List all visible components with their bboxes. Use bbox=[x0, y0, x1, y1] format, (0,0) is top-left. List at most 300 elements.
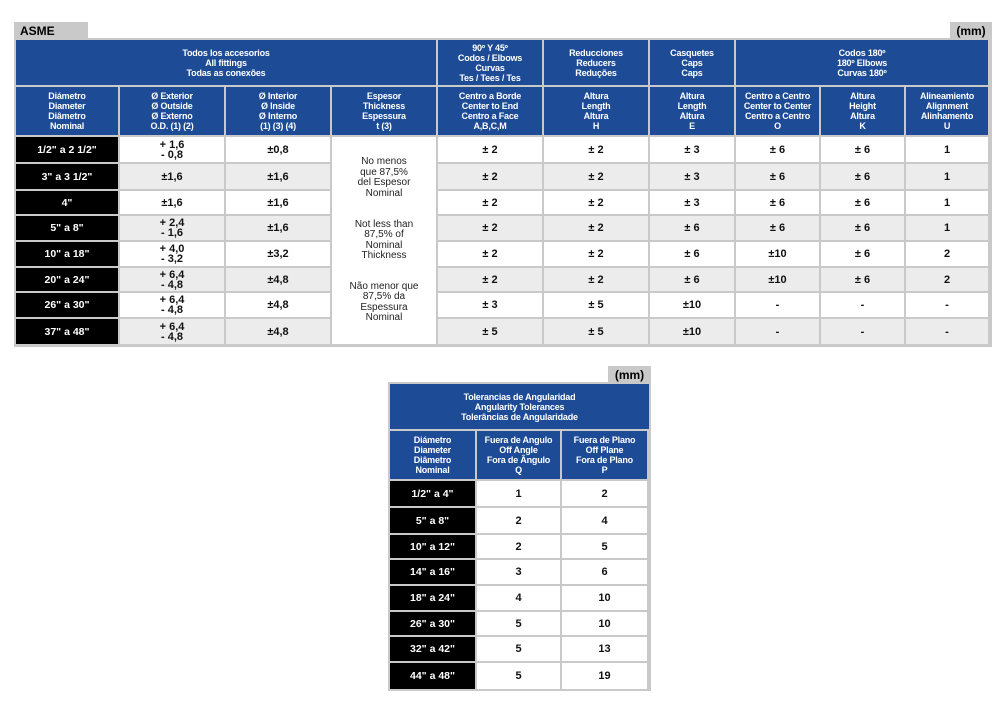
text-line: All fittings bbox=[205, 57, 247, 68]
text-line: Diameter bbox=[48, 101, 86, 111]
text-line: - 4,8 bbox=[160, 304, 183, 316]
value-cell-k bbox=[821, 242, 904, 266]
text-line: Diameter bbox=[414, 445, 451, 455]
cell-value: ±1,6 bbox=[267, 222, 289, 234]
text-line: - 4,8 bbox=[160, 330, 183, 343]
value-cell-o bbox=[736, 268, 819, 291]
text-line: Alinhamento bbox=[920, 111, 974, 121]
text-line: Centro a Centro bbox=[744, 91, 810, 101]
cell-value: 32" a 42" bbox=[410, 643, 455, 655]
text-line: Thickness bbox=[362, 101, 406, 111]
cell-value: 2 bbox=[943, 273, 951, 286]
cell-value: ± 2 bbox=[482, 273, 498, 286]
value-cell-id bbox=[226, 242, 330, 266]
value-cell-od bbox=[120, 216, 224, 240]
text-line: Curvas bbox=[475, 62, 505, 73]
cell-value: ± 3 bbox=[684, 143, 700, 156]
text-line: Centro a Borde bbox=[458, 91, 522, 101]
cell-value: ±3,2 bbox=[267, 248, 289, 260]
value-cell-k bbox=[821, 293, 904, 317]
text-line: Diámetro bbox=[48, 91, 86, 101]
cell-value: ± 5 bbox=[588, 325, 604, 338]
text-line: Altura bbox=[583, 111, 609, 121]
value-cell-e bbox=[650, 216, 734, 240]
column-header bbox=[736, 87, 819, 135]
nominal-diameter-cell bbox=[16, 137, 118, 162]
nominal-diameter-cell bbox=[16, 268, 118, 291]
text-line: Caps bbox=[681, 67, 703, 78]
value-cell-h bbox=[544, 137, 648, 162]
value-cell-o bbox=[736, 216, 819, 240]
value-cell-h bbox=[544, 216, 648, 240]
text-line: Diâmetro bbox=[413, 455, 452, 465]
group-header bbox=[736, 40, 988, 85]
cell-value: ± 6 bbox=[769, 170, 786, 183]
text-line: t (3) bbox=[376, 121, 392, 131]
value-cell-e bbox=[650, 319, 734, 344]
cell-value: ±1,6 bbox=[267, 196, 289, 209]
nominal-diameter-cell bbox=[390, 535, 475, 558]
column-header bbox=[650, 87, 734, 135]
value-cell-abcm bbox=[438, 293, 542, 317]
text-line: O bbox=[774, 121, 781, 131]
text-line: Nominal bbox=[49, 121, 85, 131]
text-line: 90º Y 45º bbox=[472, 42, 508, 53]
text-line: Curvas 180º bbox=[837, 67, 887, 78]
text-line: Off Plane bbox=[585, 445, 624, 455]
text-line: O.D. (1) (2) bbox=[150, 121, 194, 131]
text-line: H bbox=[592, 121, 600, 131]
cell-value: 2 bbox=[515, 514, 522, 527]
value-cell-u bbox=[906, 268, 988, 291]
value-cell-abcm bbox=[438, 242, 542, 266]
text-line: Alignment bbox=[925, 101, 969, 111]
text-line: (1) (3) (4) bbox=[260, 121, 296, 131]
nominal-diameter-cell bbox=[16, 319, 118, 344]
cell-value: ± 3 bbox=[684, 196, 700, 209]
cell-value: 20" a 24" bbox=[44, 273, 90, 286]
text-line: Espesor bbox=[366, 91, 402, 101]
off-plane-cell bbox=[562, 508, 647, 533]
cell-value: 1 bbox=[943, 170, 951, 183]
tolerance-table bbox=[14, 38, 992, 347]
off-plane-cell bbox=[562, 586, 647, 610]
off-angle-cell bbox=[477, 535, 560, 558]
value-cell-od bbox=[120, 268, 224, 291]
column-header bbox=[438, 87, 542, 135]
text-line: Off Angle bbox=[499, 445, 538, 455]
cell-value: 18" a 24" bbox=[410, 592, 455, 604]
cell-value: ±0,8 bbox=[267, 143, 289, 156]
value-cell-u bbox=[906, 137, 988, 162]
cell-value: ± 3 bbox=[482, 299, 498, 311]
column-header bbox=[226, 87, 330, 135]
cell-value: 26" a 30" bbox=[44, 299, 90, 311]
cell-value: ± 6 bbox=[854, 143, 871, 156]
text-line: Codos 180º bbox=[838, 47, 886, 58]
group-header bbox=[544, 40, 648, 85]
cell-value: ±10 bbox=[768, 273, 787, 286]
text-line: Alineamiento bbox=[919, 91, 975, 101]
cell-value: 1/2" a 2 1/2" bbox=[37, 143, 97, 156]
value-cell-o bbox=[736, 137, 819, 162]
text-line: Angularity Tolerances bbox=[474, 401, 565, 412]
cell-value: ± 2 bbox=[588, 196, 604, 209]
value-cell-abcm bbox=[438, 268, 542, 291]
cell-value: ±10 bbox=[682, 299, 702, 311]
value-cell-o bbox=[736, 191, 819, 214]
column-header bbox=[906, 87, 988, 135]
cell-value: ± 6 bbox=[769, 196, 786, 209]
text-line: Reducciones bbox=[569, 47, 623, 58]
value-cell-abcm bbox=[438, 137, 542, 162]
value-cell-k bbox=[821, 191, 904, 214]
text-line: + 2,4 bbox=[159, 217, 185, 229]
cell-value: ± 6 bbox=[769, 222, 786, 234]
text-line: Center to Center bbox=[743, 101, 812, 111]
cell-value: 1 bbox=[943, 196, 951, 209]
cell-value: - bbox=[945, 325, 949, 338]
nominal-diameter-cell bbox=[390, 560, 475, 584]
value-cell-h bbox=[544, 293, 648, 317]
text-line: Ø Outside bbox=[151, 101, 193, 111]
text-line: Diámetro bbox=[413, 435, 452, 445]
cell-value: 5 bbox=[515, 643, 522, 655]
unit-label: (mm) bbox=[950, 22, 992, 40]
value-cell-od bbox=[120, 242, 224, 266]
cell-value: ± 2 bbox=[482, 196, 498, 209]
cell-value: - bbox=[860, 299, 865, 311]
value-cell-e bbox=[650, 164, 734, 189]
text-line: Tolerancias de Angularidad bbox=[463, 391, 576, 402]
cell-value: ± 6 bbox=[684, 248, 700, 260]
text-line: - 4,8 bbox=[160, 278, 183, 291]
cell-value: ± 6 bbox=[854, 170, 871, 183]
value-cell-id bbox=[226, 319, 330, 344]
text-line: Length bbox=[581, 101, 611, 111]
cell-value: ± 5 bbox=[482, 325, 498, 338]
nominal-diameter-cell bbox=[16, 164, 118, 189]
value-cell-h bbox=[544, 242, 648, 266]
cell-value: 5" a 8" bbox=[415, 514, 450, 527]
text-line: Thickness bbox=[361, 250, 407, 261]
value-cell-o bbox=[736, 164, 819, 189]
value-cell-e bbox=[650, 242, 734, 266]
column-header bbox=[332, 87, 436, 135]
value-cell-k bbox=[821, 137, 904, 162]
text-line: - 1,6 bbox=[160, 227, 183, 239]
value-cell-od bbox=[120, 191, 224, 214]
text-line: Fuera de Plano bbox=[573, 435, 636, 445]
angularity-table bbox=[388, 382, 651, 691]
text-line: 87,5% da bbox=[362, 291, 406, 303]
off-angle-cell bbox=[477, 586, 560, 610]
column-header bbox=[544, 87, 648, 135]
cell-value: ±10 bbox=[682, 325, 702, 338]
value-cell-abcm bbox=[438, 216, 542, 240]
text-line: Ø Interno bbox=[258, 111, 298, 121]
off-angle-cell bbox=[477, 508, 560, 533]
cell-value: ± 6 bbox=[684, 273, 700, 286]
cell-value: 2 bbox=[943, 248, 951, 260]
text-line: + 4,0 bbox=[159, 243, 185, 255]
value-cell-od bbox=[120, 319, 224, 344]
value-cell-e bbox=[650, 191, 734, 214]
value-cell-od bbox=[120, 137, 224, 162]
group-header bbox=[650, 40, 734, 85]
text-line: Casquetes bbox=[670, 47, 714, 58]
cell-value: 13 bbox=[598, 643, 611, 655]
text-line: del Espesor bbox=[357, 177, 411, 189]
text-line: Fuera de Angulo bbox=[484, 435, 553, 445]
value-cell-o bbox=[736, 293, 819, 317]
nominal-diameter-cell bbox=[390, 508, 475, 533]
value-cell-od bbox=[120, 293, 224, 317]
cell-value: ± 3 bbox=[684, 170, 700, 183]
nominal-diameter-cell bbox=[390, 586, 475, 610]
text-line: Nominal bbox=[365, 239, 403, 251]
value-cell-h bbox=[544, 268, 648, 291]
value-cell-id bbox=[226, 164, 330, 189]
text-line: ±1,6 bbox=[161, 196, 183, 209]
cell-value: - bbox=[945, 299, 949, 311]
text-line: Nominal bbox=[365, 187, 403, 199]
value-cell-k bbox=[821, 319, 904, 344]
text-line: Todos los accesorios bbox=[182, 47, 270, 58]
text-line: Ø Interior bbox=[258, 91, 298, 101]
text-line: ±1,6 bbox=[161, 170, 183, 183]
cell-value: ± 2 bbox=[588, 248, 604, 260]
cell-value: 37" a 48" bbox=[44, 325, 90, 338]
cell-value: ± 2 bbox=[588, 170, 604, 183]
text-line: + 6,4 bbox=[159, 294, 185, 306]
cell-value: ± 2 bbox=[482, 170, 498, 183]
cell-value: 10 bbox=[598, 592, 611, 604]
cell-value: 26" a 30" bbox=[410, 617, 455, 630]
cell-value: 5 bbox=[601, 540, 608, 553]
value-cell-u bbox=[906, 242, 988, 266]
value-cell-id bbox=[226, 137, 330, 162]
value-cell-o bbox=[736, 242, 819, 266]
cell-value: - bbox=[775, 299, 780, 311]
cell-value: ± 2 bbox=[482, 143, 498, 156]
text-line: que 87,5% bbox=[360, 166, 408, 178]
off-angle-cell bbox=[477, 560, 560, 584]
nominal-diameter-cell bbox=[390, 637, 475, 661]
cell-value: ± 6 bbox=[684, 222, 700, 234]
text-line: Reduções bbox=[575, 67, 617, 78]
cell-value: 14" a 16" bbox=[410, 566, 455, 578]
nominal-diameter-cell bbox=[390, 612, 475, 635]
text-line: Q bbox=[515, 465, 522, 475]
cell-value: ± 6 bbox=[854, 222, 871, 234]
off-angle-cell bbox=[477, 637, 560, 661]
nominal-diameter-cell bbox=[390, 481, 475, 506]
text-line: Ø Externo bbox=[151, 111, 193, 121]
text-line: Height bbox=[849, 101, 876, 111]
text-line: Fora de Plano bbox=[576, 455, 633, 465]
value-cell-u bbox=[906, 164, 988, 189]
cell-value: ± 6 bbox=[854, 248, 871, 260]
text-line: No menos bbox=[361, 156, 407, 168]
text-line: A,B,C,M bbox=[473, 121, 507, 131]
text-line: Centro a Centro bbox=[744, 111, 810, 121]
text-line: Centro a Face bbox=[461, 111, 519, 121]
value-cell-u bbox=[906, 293, 988, 317]
column-header bbox=[821, 87, 904, 135]
cell-value: 5 bbox=[515, 670, 522, 682]
off-angle-cell bbox=[477, 612, 560, 635]
text-line: + 1,6 bbox=[159, 138, 185, 151]
text-line: Todas as conexões bbox=[186, 67, 266, 78]
angularity-column-header bbox=[562, 431, 647, 479]
cell-value: ± 6 bbox=[769, 143, 786, 156]
cell-value: - bbox=[860, 325, 865, 338]
text-line: + 6,4 bbox=[159, 268, 185, 281]
cell-value: 2 bbox=[515, 540, 522, 553]
off-angle-cell bbox=[477, 481, 560, 506]
cell-value: ± 2 bbox=[588, 273, 604, 286]
value-cell-k bbox=[821, 164, 904, 189]
text-line: 87,5% of bbox=[364, 229, 404, 240]
column-header bbox=[120, 87, 224, 135]
cell-value: 1 bbox=[943, 143, 951, 156]
cell-value: 4 bbox=[601, 514, 608, 527]
cell-value: ±10 bbox=[768, 248, 787, 260]
value-cell-h bbox=[544, 319, 648, 344]
cell-value: 1/2" a 4" bbox=[411, 487, 454, 500]
angularity-column-header bbox=[477, 431, 560, 479]
cell-value: ±1,6 bbox=[267, 170, 289, 183]
text-line: Center to End bbox=[461, 101, 519, 111]
angularity-column-header bbox=[390, 431, 475, 479]
text-line: Nominal bbox=[365, 312, 403, 324]
cell-value: ± 2 bbox=[482, 248, 498, 260]
cell-value: ± 5 bbox=[588, 299, 604, 311]
column-header bbox=[16, 87, 118, 135]
group-header bbox=[438, 40, 542, 85]
text-line: Diâmetro bbox=[48, 111, 86, 121]
angularity-unit-label: (mm) bbox=[608, 366, 651, 384]
group-header bbox=[16, 40, 436, 85]
off-plane-cell bbox=[562, 560, 647, 584]
text-line: Tes / Tees / Tes bbox=[459, 72, 521, 83]
text-line: Espessura bbox=[362, 111, 406, 121]
cell-value: 2 bbox=[601, 487, 608, 500]
text-line: Fora de Ângulo bbox=[486, 455, 551, 465]
text-line: Espessura bbox=[360, 301, 408, 313]
text-line: Altura bbox=[850, 111, 875, 121]
nominal-diameter-cell bbox=[16, 216, 118, 240]
nominal-diameter-cell bbox=[16, 191, 118, 214]
text-line: Caps bbox=[681, 57, 703, 68]
value-cell-h bbox=[544, 164, 648, 189]
text-line: U bbox=[943, 121, 951, 131]
value-cell-u bbox=[906, 216, 988, 240]
value-cell-e bbox=[650, 293, 734, 317]
text-line: Ø Inside bbox=[261, 101, 295, 111]
text-line: Tolerâncias de Angularidade bbox=[461, 411, 578, 422]
cell-value: 10" a 12" bbox=[410, 540, 455, 553]
text-line: Não menor que bbox=[349, 280, 419, 292]
value-cell-e bbox=[650, 268, 734, 291]
off-plane-cell bbox=[562, 663, 647, 689]
nominal-diameter-cell bbox=[16, 293, 118, 317]
off-plane-cell bbox=[562, 535, 647, 558]
text-line: Not less than bbox=[354, 218, 414, 230]
thickness-note-cell bbox=[332, 137, 436, 344]
cell-value: 10" a 18" bbox=[44, 248, 90, 260]
text-line: K bbox=[859, 121, 866, 131]
cell-value: ±4,8 bbox=[267, 299, 289, 311]
cell-value: 4" bbox=[61, 196, 73, 209]
text-line: Length bbox=[677, 101, 707, 111]
value-cell-id bbox=[226, 191, 330, 214]
off-plane-cell bbox=[562, 481, 647, 506]
text-line: 180º Elbows bbox=[836, 57, 888, 68]
cell-value: 10 bbox=[598, 617, 611, 630]
off-plane-cell bbox=[562, 637, 647, 661]
text-line: Ø Exterior bbox=[151, 91, 193, 101]
text-line: Altura bbox=[679, 91, 705, 101]
text-line: Altura bbox=[679, 111, 705, 121]
text-line: E bbox=[689, 121, 695, 131]
value-cell-h bbox=[544, 191, 648, 214]
value-cell-u bbox=[906, 191, 988, 214]
text-line: Altura bbox=[850, 91, 875, 101]
cell-value: ± 2 bbox=[588, 222, 604, 234]
value-cell-od bbox=[120, 164, 224, 189]
value-cell-k bbox=[821, 268, 904, 291]
cell-value: ± 2 bbox=[482, 222, 498, 234]
text-line: - 0,8 bbox=[160, 148, 183, 161]
text-line: Reducers bbox=[576, 57, 616, 68]
nominal-diameter-cell bbox=[390, 663, 475, 689]
text-line: Nominal bbox=[415, 465, 450, 475]
cell-value: 1 bbox=[943, 222, 951, 234]
value-cell-id bbox=[226, 216, 330, 240]
cell-value: ± 6 bbox=[854, 273, 871, 286]
value-cell-u bbox=[906, 319, 988, 344]
nominal-diameter-cell bbox=[16, 242, 118, 266]
cell-value: 1 bbox=[515, 487, 522, 500]
text-line: + 6,4 bbox=[159, 320, 185, 333]
value-cell-abcm bbox=[438, 319, 542, 344]
value-cell-k bbox=[821, 216, 904, 240]
cell-value: 5 bbox=[515, 617, 522, 630]
cell-value: - bbox=[775, 325, 780, 338]
cell-value: ± 6 bbox=[854, 196, 871, 209]
cell-value: 5" a 8" bbox=[50, 222, 84, 234]
text-line: - 3,2 bbox=[160, 253, 183, 265]
cell-value: ± 2 bbox=[588, 143, 604, 156]
cell-value: 6 bbox=[601, 566, 608, 578]
cell-value: 44" a 48" bbox=[410, 670, 455, 682]
cell-value: 3" a 3 1/2" bbox=[41, 170, 93, 183]
cell-value: ±4,8 bbox=[267, 273, 289, 286]
value-cell-id bbox=[226, 268, 330, 291]
value-cell-e bbox=[650, 137, 734, 162]
off-angle-cell bbox=[477, 663, 560, 689]
value-cell-abcm bbox=[438, 164, 542, 189]
value-cell-o bbox=[736, 319, 819, 344]
text-line: P bbox=[601, 465, 608, 475]
cell-value: 4 bbox=[515, 592, 522, 604]
value-cell-abcm bbox=[438, 191, 542, 214]
cell-value: 3 bbox=[515, 566, 522, 578]
cell-value: ±4,8 bbox=[267, 325, 289, 338]
angularity-title bbox=[390, 384, 649, 429]
